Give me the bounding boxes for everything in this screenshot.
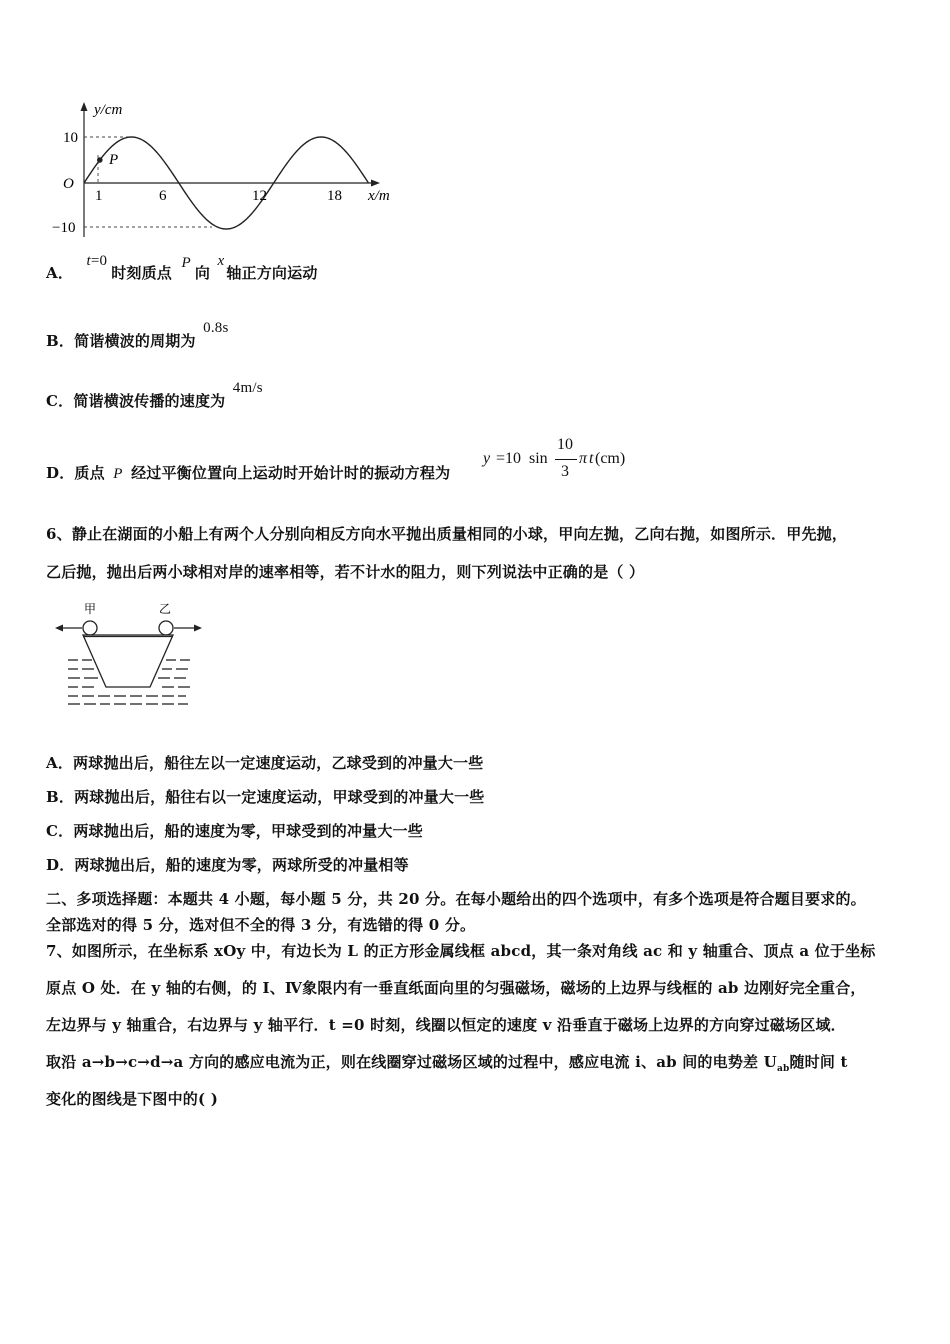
- label-jia: 甲: [84, 602, 97, 616]
- eq-frac-bar: [555, 459, 577, 460]
- option-a-text1: 时刻质点: [111, 264, 172, 282]
- x-tick-6: 6: [159, 188, 167, 204]
- label-yi: 乙: [159, 602, 172, 616]
- q5-option-b: [46, 320, 229, 351]
- option-d-prefix: D．质点: [46, 464, 105, 482]
- eq-y: y: [483, 450, 491, 467]
- ball-yi: [159, 621, 173, 635]
- q6-stem-line2: 乙后抛，抛出后两小球相对岸的速率相等，若不计水的阻力，则下列说法中正确的是（ ）: [46, 563, 645, 581]
- x-tick-18: 18: [327, 188, 342, 204]
- x-tick-12: 12: [252, 188, 267, 204]
- q6-option-c: C．两球抛出后，船的速度为零，甲球受到的冲量大一些: [46, 822, 423, 840]
- option-a-eq: =0: [90, 253, 108, 269]
- q7-line4-subscript: ab: [776, 1064, 790, 1074]
- eq-unit: (cm): [595, 450, 626, 467]
- q7-stem-line4: [46, 1051, 848, 1074]
- eq-amplitude: =10: [496, 450, 522, 467]
- q5-option-d: [46, 462, 450, 483]
- option-a-text2: 向: [194, 264, 211, 282]
- x-axis-arrow: [371, 180, 380, 187]
- point-p-marker: [97, 157, 103, 163]
- x-axis-label: x/m: [368, 188, 390, 204]
- boat-figure: [52, 600, 207, 710]
- q7-stem-line1: 7、如图所示，在坐标系 xOy 中，有边长为 L 的正方形金属线框 abcd，其一条对角线 ac 和 y 轴重合、顶点 a 位于坐标: [46, 942, 876, 960]
- q7-stem-line2: 原点 O 处．在 y 轴的右侧，的 I、Ⅳ象限内有一垂直纸面向里的匀强磁场，磁场的上边界与线框的 ab 边刚好完全重合，: [46, 979, 866, 997]
- q6-option-a: A．两球抛出后，船往左以一定速度运动，乙球受到的冲量大一些: [46, 754, 484, 772]
- origin-label: O: [63, 176, 74, 192]
- q5-option-c: [46, 380, 263, 411]
- y-tick-neg: −10: [52, 220, 76, 236]
- y-axis-arrow: [81, 102, 88, 111]
- option-d-var-p: P: [113, 466, 123, 482]
- x-tick-1: 1: [95, 188, 103, 204]
- section2-heading-line2: 全部选对的得 5 分，选对但不全的得 3 分，有选错的得 0 分。: [46, 916, 476, 934]
- option-d-text: 经过平衡位置向上运动时开始计时的振动方程为: [131, 464, 451, 482]
- option-b-value: 0.8s: [203, 320, 229, 336]
- eq-t: t: [589, 450, 594, 467]
- ball-jia: [83, 621, 97, 635]
- q7-stem-line5: 变化的图线是下图中的( ): [46, 1090, 219, 1108]
- q5-option-a: [46, 253, 318, 283]
- option-a-var-t: t: [86, 253, 91, 269]
- option-c-value: 4m/s: [232, 380, 263, 396]
- left-arrow-head: [55, 625, 63, 632]
- q6-option-d: D．两球抛出后，船的速度为零，两球所受的冲量相等: [46, 856, 409, 874]
- option-c-text: C．简谐横波传播的速度为: [46, 392, 226, 410]
- eq-frac-num: 10: [557, 436, 573, 453]
- q7-line4-tail: 随时间 t: [789, 1053, 848, 1071]
- option-a-text3: 轴正方向运动: [226, 264, 318, 282]
- right-arrow-head: [194, 625, 202, 632]
- option-a-var-x: x: [217, 253, 225, 269]
- eq-pi: π: [579, 450, 588, 467]
- section2-heading-line1: 二、多项选择题：本题共 4 小题，每小题 5 分，共 20 分。在每小题给出的四个选项中，有多个选项是符合题目要求的。: [46, 890, 866, 908]
- q6-stem-line1: 6、静止在湖面的小船上有两个人分别向相反方向水平抛出质量相同的小球，甲向左抛，乙向右抛，如图所示．甲先抛，: [46, 525, 848, 543]
- option-b-text: B．简谐横波的周期为: [46, 332, 196, 350]
- option-a-prefix: A．: [46, 264, 74, 282]
- option-a-var-p: P: [181, 255, 191, 271]
- point-p-label: P: [109, 152, 119, 168]
- wave-graph: [50, 95, 410, 245]
- eq-sin: sin: [529, 450, 548, 467]
- q6-option-b: B．两球抛出后，船往右以一定速度运动，甲球受到的冲量大一些: [46, 788, 485, 806]
- q7-line4-text: 取沿 a→b→c→d→a 方向的感应电流为正，则在线圈穿过磁场区域的过程中，感应电流 i、ab 间的电势差 U: [46, 1053, 777, 1071]
- q7-stem-line3: 左边界与 y 轴重合，右边界与 y 轴平行．t =0 时刻，线圈以恒定的速度 v 沿垂直于磁场上边界的方向穿过磁场区域．: [46, 1016, 846, 1034]
- boat-hull: [83, 635, 173, 687]
- y-tick-pos: 10: [63, 130, 78, 146]
- eq-frac-den: 3: [561, 463, 569, 480]
- y-axis-label: y/cm: [94, 102, 123, 118]
